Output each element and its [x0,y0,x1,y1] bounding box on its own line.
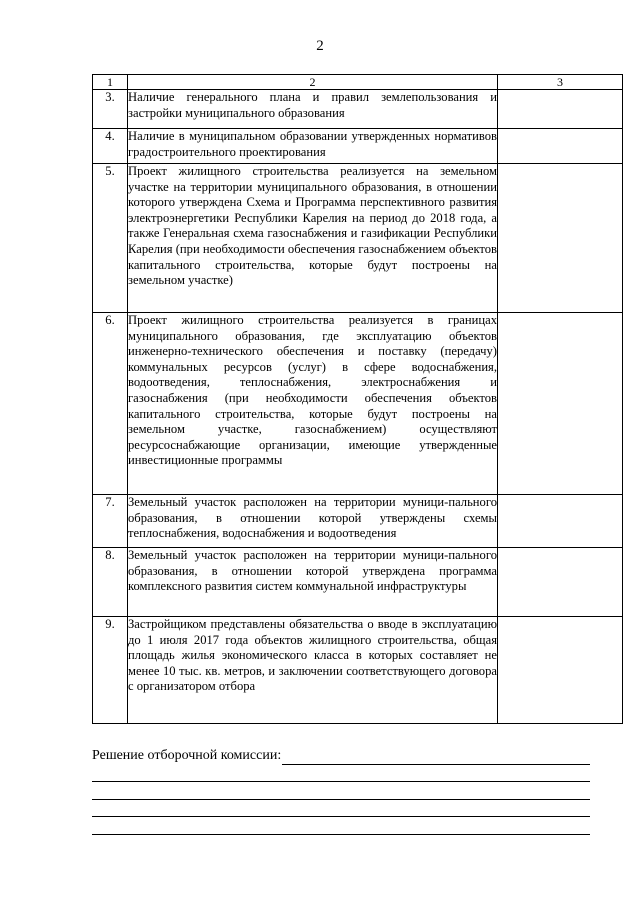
criterion-text: Проект жилищного строительства реализуется на земельном участке на территории муниципального образования, в отношении которого утверждена Схема и Программа перспективного развития электроэнергетики Республики Карелия на период до 2018 года, а также Генеральная схема газоснабжения и газификации Республики Карелия (при необходимости обеспечения газоснабжением объектов капитального строительства, которые будут построены на земельном участке) [128,164,498,313]
header-col-3: 3 [498,75,623,90]
assessment-cell [498,164,623,313]
decision-line [282,764,590,765]
criteria-table [92,74,623,724]
page-number: 2 [316,38,324,54]
criterion-text: Наличие генерального плана и правил землепользования и застройки муниципального образования [128,90,498,129]
criterion-text: Земельный участок расположен на территории муници-пального образования, в отношении которой утверждена программа комплексного развития систем коммунальной инфраструктуры [128,548,498,617]
assessment-cell [498,90,623,129]
table-row [93,90,623,129]
decision-line [92,799,590,800]
table-row [93,313,623,495]
table-row [93,548,623,617]
row-number: 3. [93,90,128,129]
criterion-text: Земельный участок расположен на территории муници-пального образования, в отношении которой утверждены схемы теплоснабжения, водоснабжения и водоотведения [128,495,498,548]
table-header-row [93,75,623,90]
criterion-text: Застройщиком представлены обязательства о вводе в эксплуатацию до 1 июля 2017 года объектов жилищного строительства, общая площадь жилья экономического класса в которых составляет не менее 10 тыс. кв. метров, и заключении соответствующего договора с организатором отбора [128,617,498,724]
header-col-1: 1 [93,75,128,90]
criterion-text: Проект жилищного строительства реализуется в границах муниципального образования, где эксплуатацию объектов инженерно-технического обеспечения и поставку (передачу) коммунальных ресурсов (услуг) в сфере водоснабжения, водоотведения, теплоснабжения, электроснабжения и газоснабжения (при необходимости обеспечения объектов капитального строительства, которые будут построены на земельном участке, газоснабжением) осуществляют ресурсоснабжающие организации, имеющие утвержденные инвестиционные программы [128,313,498,495]
row-number: 9. [93,617,128,724]
assessment-cell [498,129,623,164]
decision-label: Решение отборочной комиссии: [92,748,282,763]
row-number: 7. [93,495,128,548]
assessment-cell [498,495,623,548]
assessment-cell [498,548,623,617]
table-row [93,495,623,548]
decision-section [92,748,590,764]
table-row [93,129,623,164]
decision-line [92,816,590,817]
criterion-text: Наличие в муниципальном образовании утвержденных нормативов градостроительного проектирования [128,129,498,164]
header-col-2: 2 [128,75,498,90]
decision-line [92,781,590,782]
row-number: 6. [93,313,128,495]
table-row [93,164,623,313]
decision-line [92,834,590,835]
assessment-cell [498,617,623,724]
row-number: 4. [93,129,128,164]
row-number: 8. [93,548,128,617]
table-row [93,617,623,724]
row-number: 5. [93,164,128,313]
assessment-cell [498,313,623,495]
